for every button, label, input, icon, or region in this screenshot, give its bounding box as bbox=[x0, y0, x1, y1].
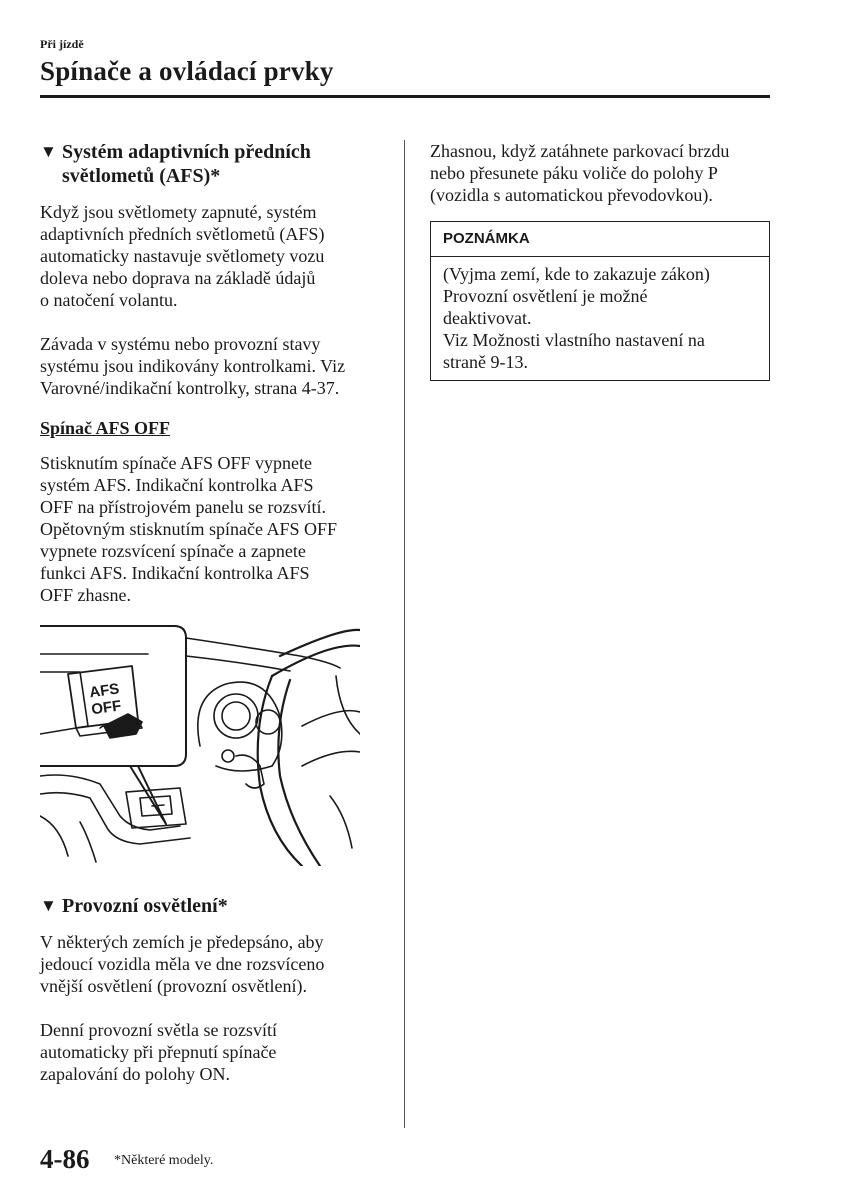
drl-paragraph-2 bbox=[40, 1019, 380, 1085]
afs-heading-line1: Systém adaptivních předních bbox=[62, 141, 311, 163]
text-line: Opětovným stisknutím spínače AFS OFF bbox=[40, 519, 338, 539]
left-column bbox=[40, 140, 380, 1107]
text-line: zapalování do polohy ON. bbox=[40, 1064, 230, 1084]
afs-switch-illustration bbox=[40, 616, 360, 866]
text-line: Varovné/indikační kontrolky, strana 4-37. bbox=[40, 378, 340, 398]
triangle-down-icon: ▼ bbox=[40, 896, 57, 915]
drl-paragraph-1 bbox=[40, 931, 380, 997]
page-title: Spínače a ovládací prvky bbox=[40, 56, 334, 86]
text-line: automaticky při přepnutí spínače bbox=[40, 1042, 277, 1062]
text-line: Stisknutím spínače AFS OFF vypnete bbox=[40, 453, 313, 473]
text-line: systému jsou indikovány kontrolkami. Viz bbox=[40, 356, 346, 376]
triangle-down-icon: ▼ bbox=[40, 142, 57, 161]
afs-section-heading bbox=[40, 140, 380, 188]
afs-heading-line2: světlometů (AFS)* bbox=[62, 165, 221, 187]
drl-section-heading bbox=[40, 894, 380, 918]
text-line: (vozidla s automatickou převodovkou). bbox=[430, 185, 713, 205]
switch-label-afs: AFS bbox=[88, 680, 121, 702]
note-line: Provozní osvětlení je možné bbox=[443, 286, 648, 306]
text-line: systém AFS. Indikační kontrolka AFS bbox=[40, 475, 314, 495]
text-line: o natočení volantu. bbox=[40, 290, 178, 310]
title-divider bbox=[40, 95, 770, 98]
afs-paragraph-2 bbox=[40, 333, 380, 399]
breadcrumb: Při jízdě bbox=[40, 37, 84, 51]
right-column bbox=[430, 140, 770, 381]
note-line: Viz Možnosti vlastního nastavení na bbox=[443, 330, 705, 350]
note-body bbox=[431, 257, 769, 380]
text-line: Závada v systému nebo provozní stavy bbox=[40, 334, 321, 354]
text-line: doleva nebo doprava na základě údajů bbox=[40, 268, 316, 288]
note-line: deaktivovat. bbox=[443, 308, 532, 328]
afs-off-switch-heading: Spínač AFS OFF bbox=[40, 418, 171, 438]
text-line: automaticky nastavuje světlomety vozu bbox=[40, 246, 325, 266]
text-line: nebo přesunete páku voliče do polohy P bbox=[430, 163, 718, 183]
footnote: *Některé modely. bbox=[114, 1153, 214, 1168]
drl-continued-paragraph bbox=[430, 140, 770, 206]
text-line: Denní provozní světla se rozsvítí bbox=[40, 1020, 277, 1040]
text-line: jedoucí vozidla měla ve dne rozsvíceno bbox=[40, 954, 325, 974]
note-box bbox=[430, 221, 770, 381]
text-line: Když jsou světlomety zapnuté, systém bbox=[40, 202, 317, 222]
note-title: POZNÁMKA bbox=[431, 222, 769, 257]
column-divider bbox=[404, 140, 405, 1128]
page-number: 4-86 bbox=[40, 1144, 90, 1174]
switch-label-off: OFF bbox=[90, 697, 123, 719]
text-line: adaptivních předních světlometů (AFS) bbox=[40, 224, 325, 244]
text-line: vnější osvětlení (provozní osvětlení). bbox=[40, 976, 307, 996]
note-line: straně 9-13. bbox=[443, 352, 528, 372]
text-line: V některých zemích je předepsáno, aby bbox=[40, 932, 324, 952]
text-line: Zhasnou, když zatáhnete parkovací brzdu bbox=[430, 141, 730, 161]
note-line: (Vyjma zemí, kde to zakazuje zákon) bbox=[443, 264, 710, 284]
afs-switch-paragraph bbox=[40, 452, 380, 606]
text-line: funkci AFS. Indikační kontrolka AFS bbox=[40, 563, 310, 583]
afs-paragraph-1 bbox=[40, 201, 380, 311]
text-line: vypnete rozsvícení spínače a zapnete bbox=[40, 541, 306, 561]
drl-heading-text: Provozní osvětlení* bbox=[62, 895, 228, 917]
dashboard-line-drawing bbox=[40, 616, 360, 866]
text-line: OFF na přístrojovém panelu se rozsvítí. bbox=[40, 497, 326, 517]
text-line: OFF zhasne. bbox=[40, 585, 131, 605]
